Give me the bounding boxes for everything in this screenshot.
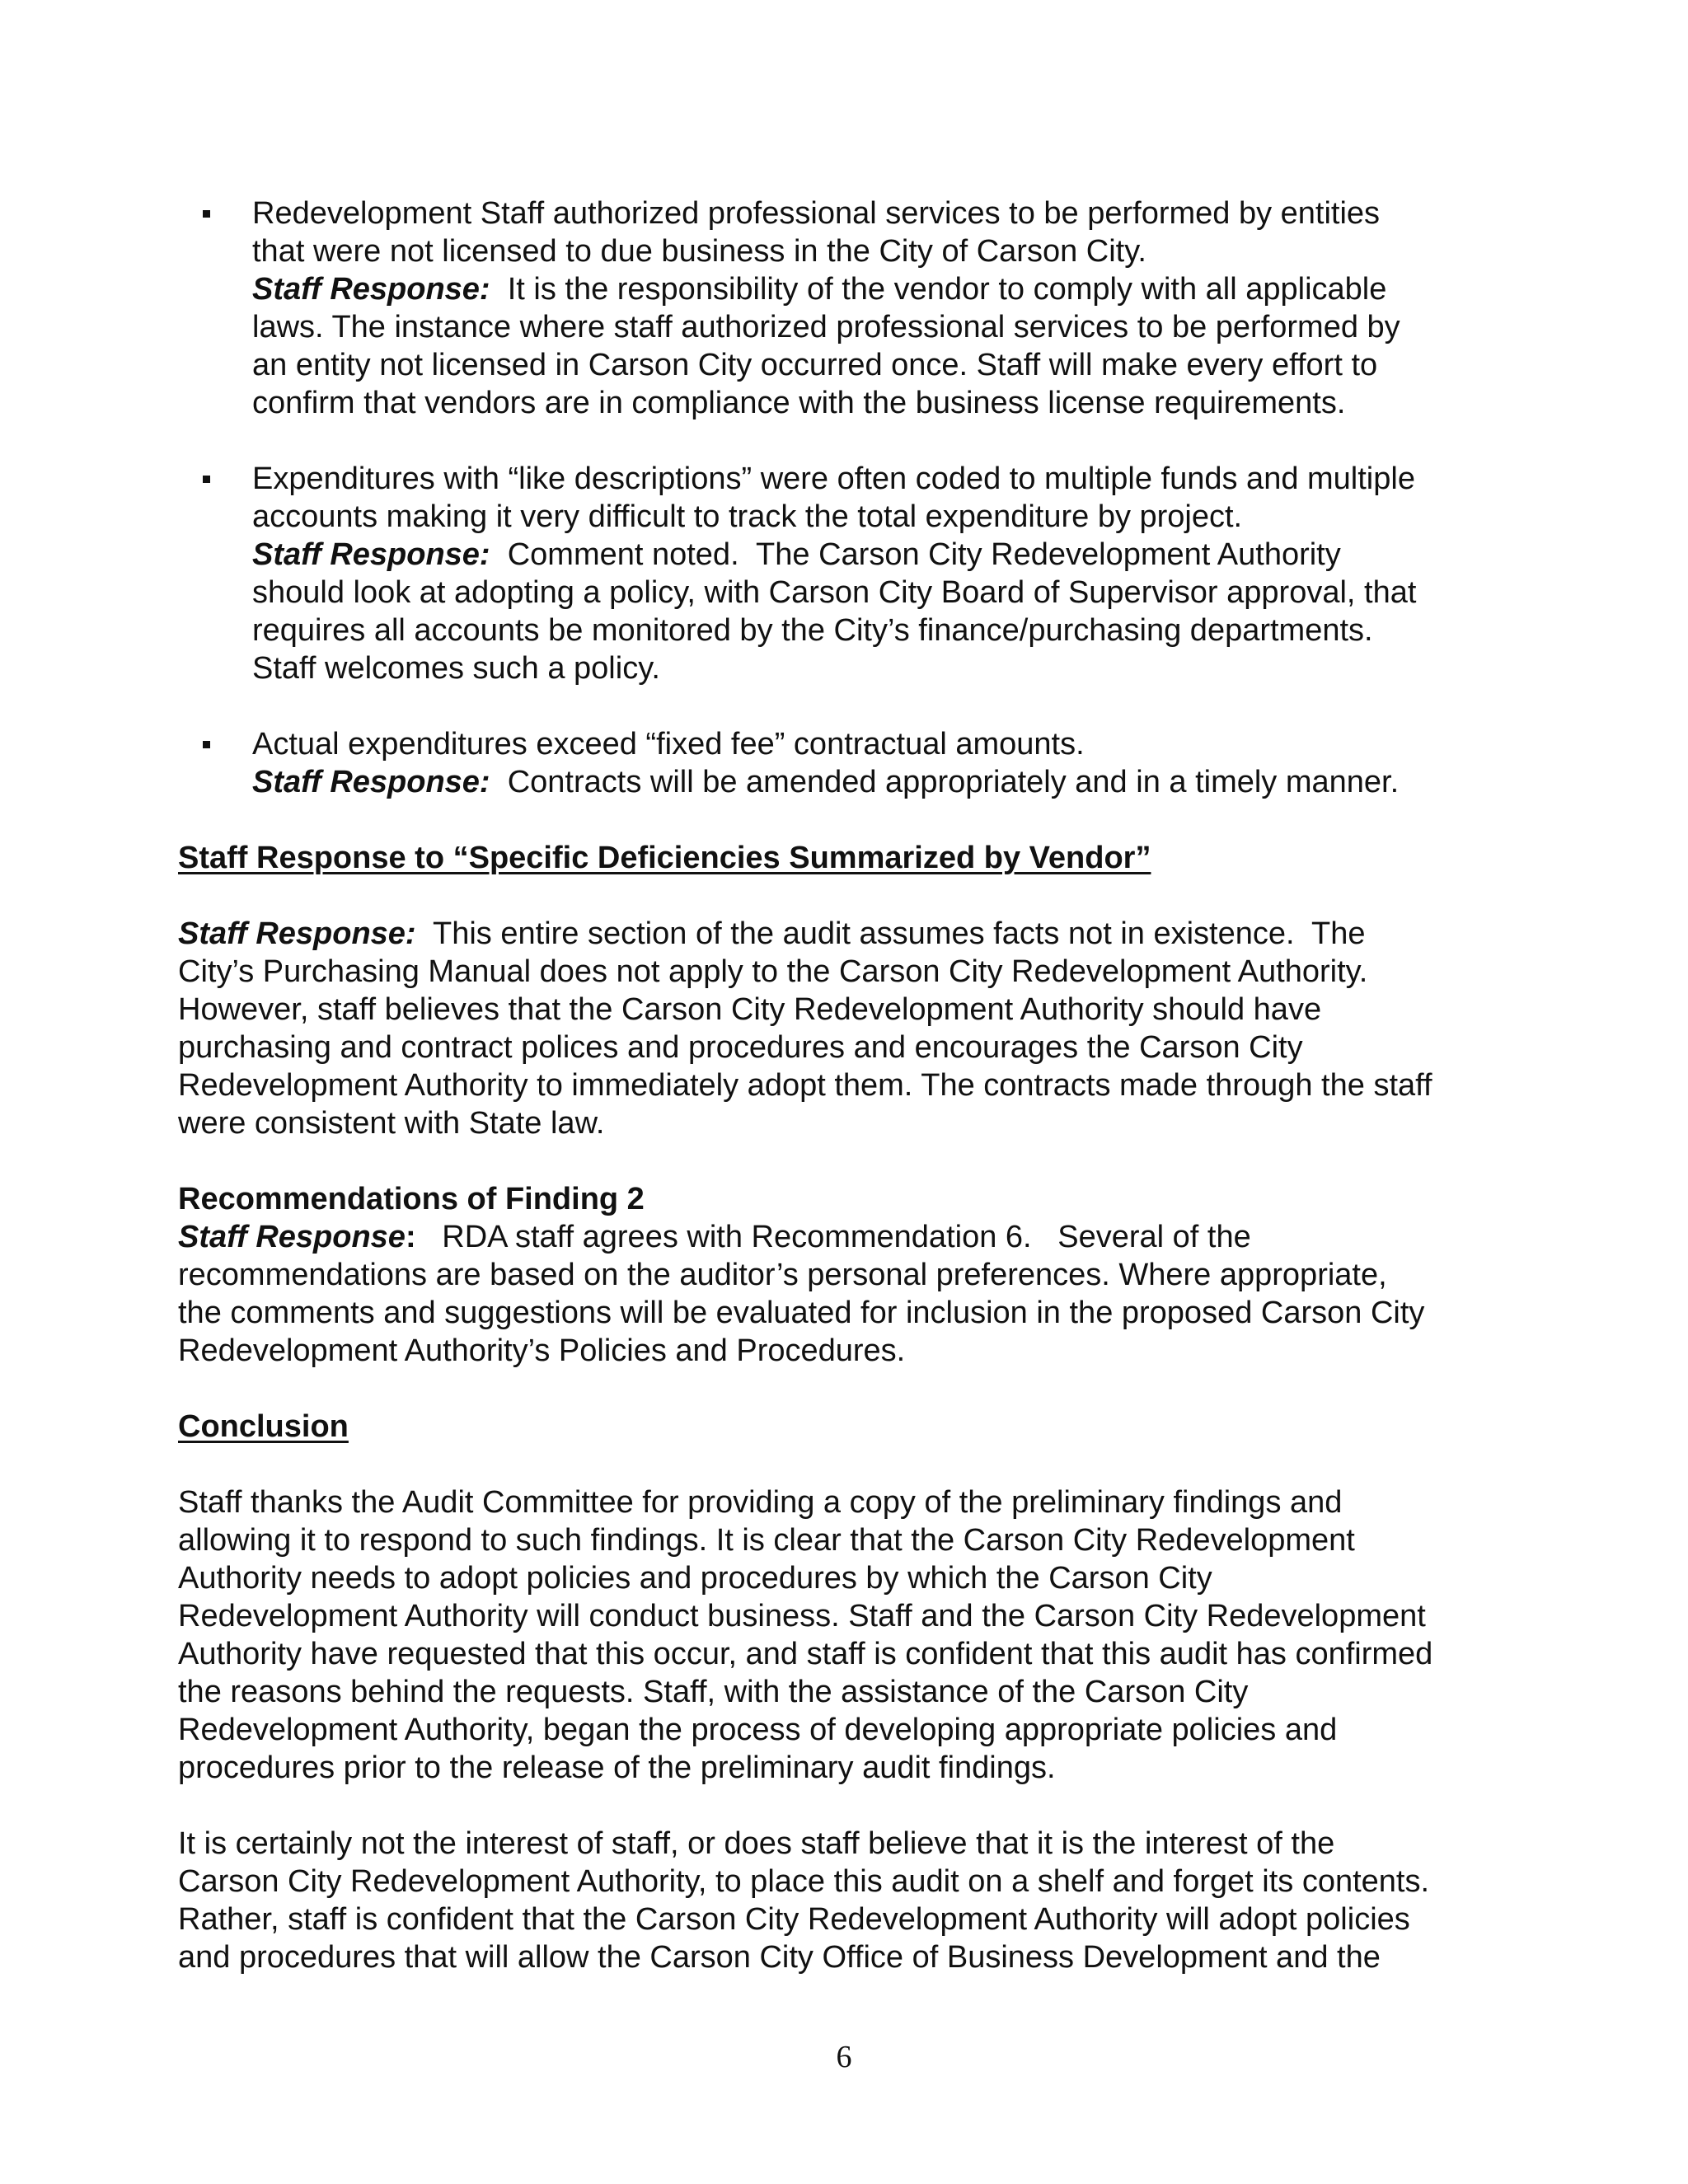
document-page (178, 194, 1522, 2014)
staff-response-line: requires all accounts be monitored by the City’s finance/purchasing departments. (252, 613, 1373, 648)
staff-response-line: laws. The instance where staff authorized professional services to be performed by (252, 310, 1400, 344)
staff-response-colon: : (405, 1220, 416, 1254)
conclusion-paragraph-2 (178, 1825, 1522, 1976)
bullet-item (178, 460, 1522, 687)
paragraph-line: Staff thanks the Audit Committee for providing a copy of the preliminary findings and (178, 1485, 1343, 1520)
staff-response-line: Staff welcomes such a policy. (252, 651, 660, 686)
paragraph-line: Redevelopment Authority’s Policies and Procedures. (178, 1333, 906, 1368)
paragraph-line: Redevelopment Authority will conduct business. Staff and the Carson City Redevelopment (178, 1599, 1426, 1633)
bullet-item (178, 725, 1522, 801)
paragraph-line: Authority needs to adopt policies and procedures by which the Carson City (178, 1561, 1212, 1596)
bullet-text-line: accounts making it very difficult to track the total expenditure by project. (252, 499, 1243, 534)
staff-response-text: This entire section of the audit assumes facts not in existence. The (415, 916, 1366, 951)
section-specific-deficiencies (178, 839, 1522, 877)
bullet-text-line: that were not licensed to due business in the City of Carson City. (252, 234, 1146, 269)
conclusion-paragraph-1 (178, 1483, 1522, 1787)
staff-response-line (252, 270, 1522, 308)
bullet-text-line: Redevelopment Staff authorized professional services to be performed by entities (252, 196, 1381, 231)
staff-response-line: confirm that vendors are in compliance with the business license requirements. (252, 386, 1346, 420)
paragraph-line: and procedures that will allow the Carson City Office of Business Development and the (178, 1940, 1381, 1975)
staff-response-line (178, 1218, 1522, 1256)
paragraph-line: purchasing and contract polices and procedures and encourages the Carson City (178, 1030, 1303, 1065)
staff-response-label: Staff Response: (178, 916, 416, 951)
paragraph-line: the comments and suggestions will be evaluated for inclusion in the proposed Carson City (178, 1296, 1425, 1330)
staff-response-label: Staff Response (178, 1220, 406, 1254)
paragraph-line: recommendations are based on the auditor’s personal preferences. Where appropriate, (178, 1258, 1387, 1292)
paragraph-line: Redevelopment Authority, began the process of developing appropriate policies and (178, 1713, 1338, 1747)
bullet-square-icon (203, 476, 210, 483)
staff-response-text: Contracts will be amended appropriately and in a timely manner. (490, 765, 1400, 799)
paragraph-line: allowing it to respond to such findings. It is clear that the Carson City Redevelopment (178, 1523, 1355, 1558)
staff-response-label: Staff Response: (252, 272, 490, 307)
paragraph-line: City’s Purchasing Manual does not apply to the Carson City Redevelopment Authority. (178, 954, 1368, 989)
staff-response-line (178, 915, 1522, 953)
staff-response-line (252, 536, 1522, 574)
section-heading: Conclusion (178, 1409, 349, 1444)
staff-response-line (252, 763, 1522, 801)
staff-response-text: RDA staff agrees with Recommendation 6. Several of the (415, 1220, 1251, 1254)
bullet-square-icon (203, 741, 210, 748)
paragraph-line: were consistent with State law. (178, 1106, 605, 1141)
staff-response-line: should look at adopting a policy, with Carson City Board of Supervisor approval, that (252, 575, 1417, 610)
page-number: 6 (836, 2040, 852, 2074)
staff-response-label: Staff Response: (252, 537, 490, 572)
section-heading: Recommendations of Finding 2 (178, 1182, 645, 1216)
paragraph-line: Authority have requested that this occur, and staff is confident that this audit has confirmed (178, 1637, 1433, 1671)
paragraph-line: It is certainly not the interest of staff, or does staff believe that it is the interest of the (178, 1826, 1335, 1861)
staff-response-text: Comment noted. The Carson City Redevelopment Authority (490, 537, 1341, 572)
section-specific-paragraph (178, 915, 1522, 1142)
staff-response-text: It is the responsibility of the vendor to comply with all applicable (490, 272, 1387, 307)
paragraph-line: Carson City Redevelopment Authority, to place this audit on a shelf and forget its contents. (178, 1864, 1430, 1899)
section-conclusion (178, 1408, 1522, 1446)
paragraph-line: Rather, staff is confident that the Carson City Redevelopment Authority will adopt policies (178, 1902, 1410, 1937)
staff-response-label: Staff Response: (252, 765, 490, 799)
paragraph-line: the reasons behind the requests. Staff, with the assistance of the Carson City (178, 1675, 1249, 1709)
paragraph-line: Redevelopment Authority to immediately adopt them. The contracts made through the staff (178, 1068, 1432, 1103)
staff-response-line: an entity not licensed in Carson City occurred once. Staff will make every effort to (252, 348, 1378, 382)
bullet-text-line: Actual expenditures exceed “fixed fee” contractual amounts. (252, 727, 1085, 762)
bullet-text-line: Expenditures with “like descriptions” were often coded to multiple funds and multiple (252, 462, 1415, 496)
paragraph-line: procedures prior to the release of the preliminary audit findings. (178, 1750, 1056, 1785)
bullet-square-icon (203, 210, 210, 218)
bullet-item (178, 194, 1522, 422)
section-heading: Staff Response to “Specific Deficiencies Summarized by Vendor” (178, 841, 1151, 875)
section-recommendations (178, 1180, 1522, 1370)
paragraph-line: However, staff believes that the Carson City Redevelopment Authority should have (178, 992, 1322, 1027)
